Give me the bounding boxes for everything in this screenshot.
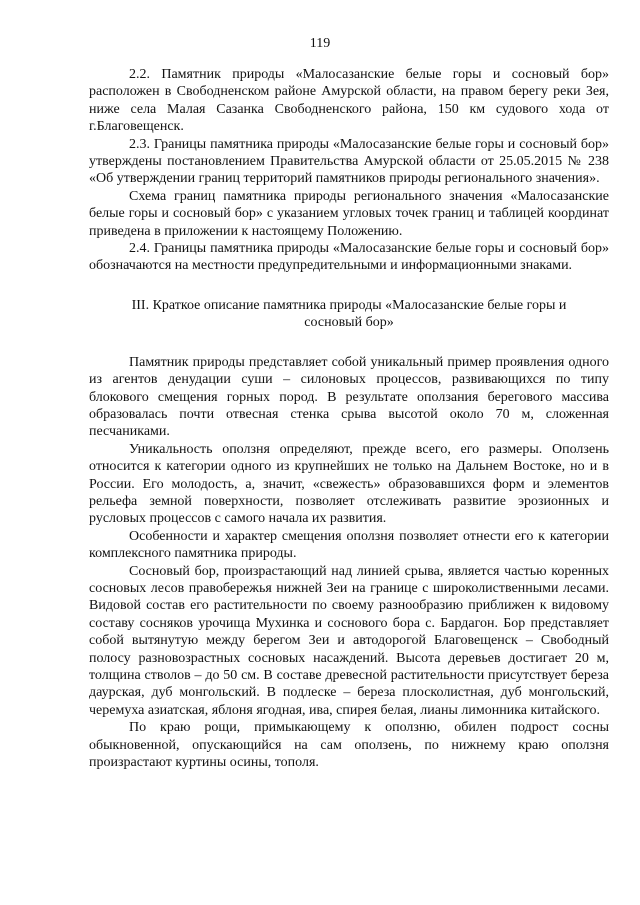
paragraph-description-5: По краю рощи, примыкающему к оползню, обилен подрост сосны обыкновенной, опускающийся на сам оползень, по нижнему краю оползня произрастают куртины осины, тополя. [89,720,609,771]
paragraph-2-2: 2.2. Памятник природы «Малосазанские белые горы и сосновый бор» расположен в Свободненском районе Амурской области, на правом берегу реки Зея, ниже села Малая Сазанка Свободненского района, 150 км судового хода от г.Благовещенск. [89,67,609,135]
paragraph-description-3: Особенности и характер смещения оползня позволяет отнести его к категории комплексного памятника природы. [89,528,609,562]
paragraph-description-2: Уникальность оползня определяют, прежде всего, его размеры. Оползень относится к категории одного из крупнейших не только на Дальнем Востоке, но и в России. Его молодость, а, значит, «свежесть» образовавшихся форм и элементов рельефа земной поверхности, позволяет отслеживать развитие эрозионных и русловых процессов с самого начала их развития. [89,441,609,527]
document-body [89,66,609,771]
paragraph-2-4: 2.4. Границы памятника природы «Малосазанские белые горы и сосновый бор» обозначаются на местности предупредительными и информационными знаками. [89,241,609,274]
section-heading-3: III. Краткое описание памятника природы «Малосазанские белые горы и сосновый бор» [131,297,567,331]
page-number: 119 [309,36,331,51]
paragraph-2-3: 2.3. Границы памятника природы «Малосазанские белые горы и сосновый бор» утверждены постановлением Правительства Амурской области от 25.05.2015 № 238 «Об утверждении границ территорий памятников природы регионального значения». [89,136,609,187]
paragraph-description-1: Памятник природы представляет собой уникальный пример проявления одного из агентов денудации суши – силоновых процессов, развивающихся по типу блокового смещения горных пород. В результате оползания берегового массива образовалась почти отвесная стенка срыва высотой около 70 м, сложенная песчаниками. [89,354,609,440]
paragraph-scheme: Схема границ памятника природы регионального значения «Малосазанские белые горы и сосновый бор» с указанием угловых точек границ и таблицей координат приведена в приложении к настоящему Положению. [89,188,609,239]
paragraph-description-4: Сосновый бор, произрастающий над линией срыва, является частью коренных сосновых лесов правобережья нижней Зеи на границе с широколиственными лесами. Видовой состав его растительности по своему разнообразию приближен к видовому составу сосняков урочища Мухинка и соснового бора с. Бардагон. Бор представляет собой вытянутую между берегом Зеи и автодорогой Благовещенск – Свободный полосу разновозрастных сосновых насаждений. Высота деревьев достигает 20 м, толщина стволов – до 50 см. В составе древесной растительности присутствует береза даурская, дуб монгольский. В подлеске – береза плосколистная, дуб монгольский, черемуха азиатская, яблоня ягодная, ива, спирея белая, лианы лимонника китайского. [89,563,609,718]
